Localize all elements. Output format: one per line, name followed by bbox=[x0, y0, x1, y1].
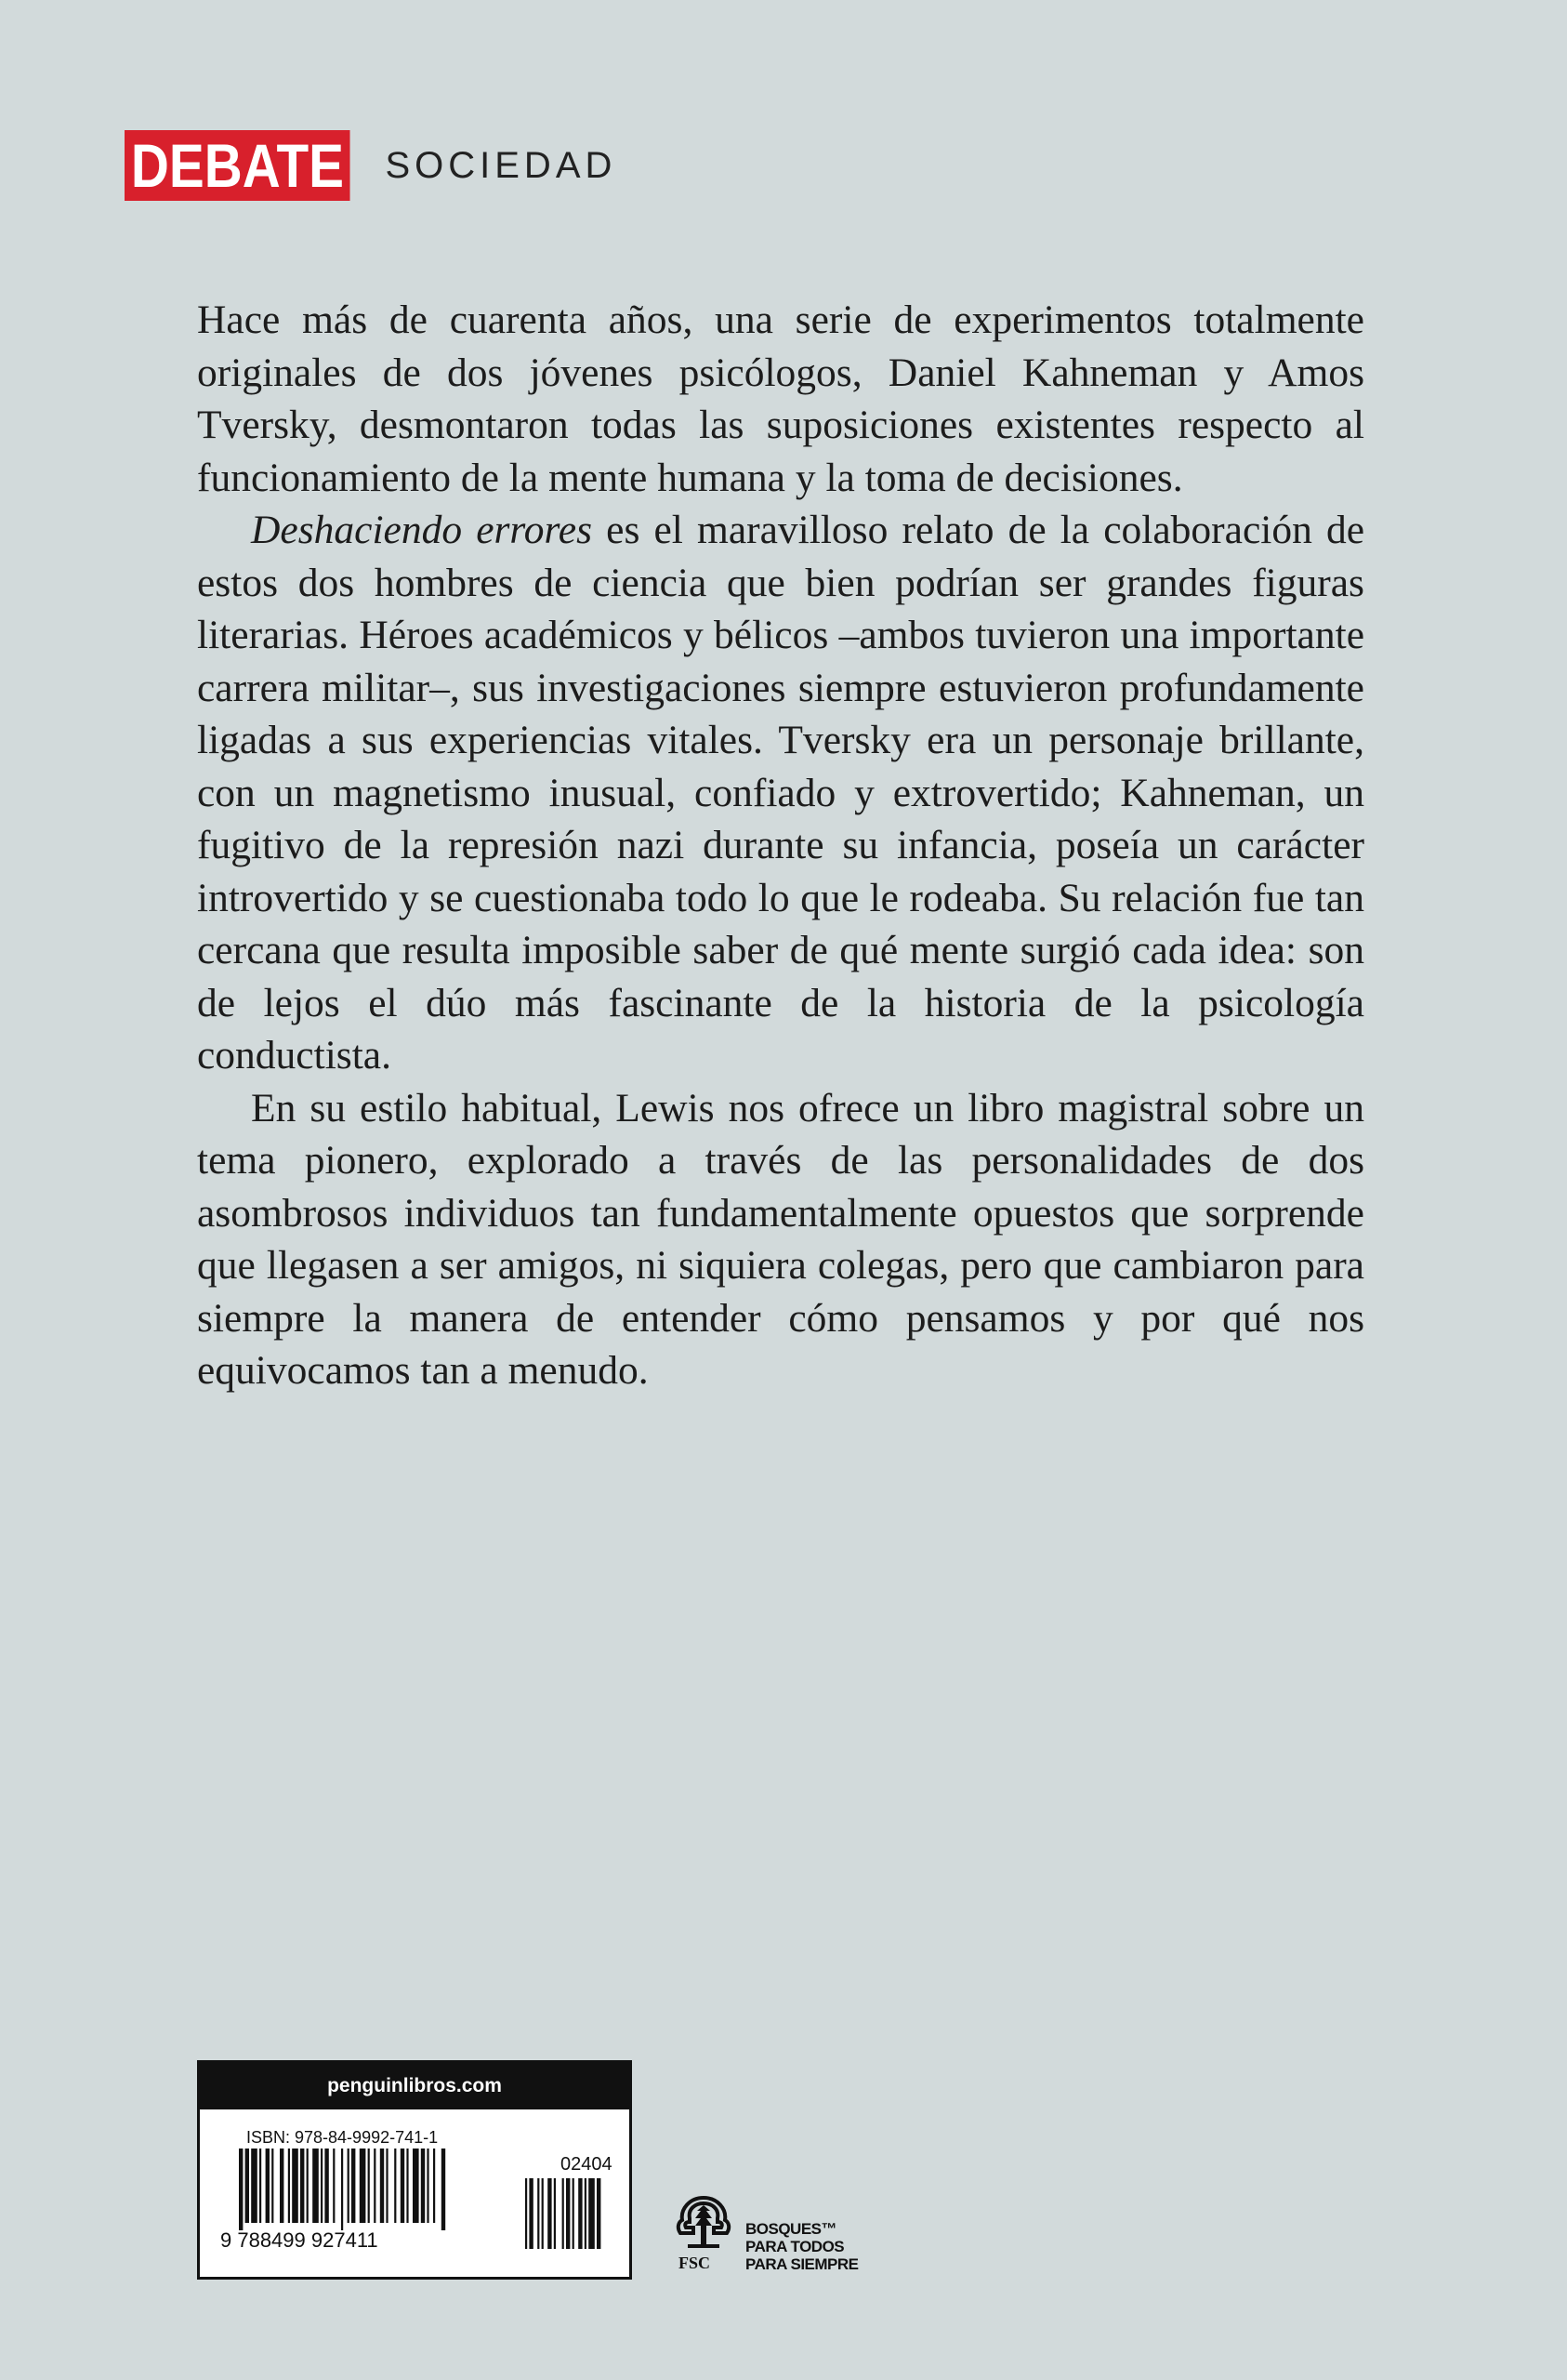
barcode-bar bbox=[239, 2149, 243, 2230]
back-cover-blurb bbox=[197, 294, 1364, 1397]
blurb-paragraph-2 bbox=[197, 504, 1364, 1082]
barcode-addon-bar bbox=[562, 2178, 564, 2249]
barcode-bar bbox=[441, 2149, 445, 2230]
barcode-bar bbox=[380, 2149, 384, 2223]
barcode-icon bbox=[218, 2149, 627, 2251]
barcode-bar bbox=[312, 2149, 319, 2223]
barcode-addon-bar bbox=[566, 2178, 570, 2249]
blurb-paragraph-3: En su estilo habitual, Lewis nos ofrece un libro magistral sobre un tema pionero, explorado a través de las personalidades de dos asombrosos individuos tan fundamentalmente opuestos que sorprende que llegasen a ser amigos, ni siquiera colegas, pero que cambiaron para siempre la manera de entender cómo pensamos y por qué nos equivocamos tan a menudo. bbox=[197, 1085, 1364, 1393]
barcode-bar bbox=[280, 2149, 283, 2223]
barcode-bar bbox=[259, 2149, 261, 2223]
book-title: Deshaciendo errores bbox=[251, 508, 593, 552]
barcode-bar bbox=[266, 2149, 270, 2223]
fsc-slogan-line-3: PARA SIEMPRE bbox=[745, 2255, 859, 2273]
publisher-logo: DEBATE bbox=[125, 130, 350, 201]
barcode-addon-bar bbox=[537, 2178, 539, 2249]
barcode-addon-bar bbox=[525, 2178, 527, 2249]
barcode-addon-bar bbox=[529, 2178, 533, 2249]
barcode-bar bbox=[271, 2149, 273, 2223]
barcode-bar bbox=[394, 2149, 396, 2223]
fsc-label: FSC bbox=[678, 2254, 711, 2272]
barcode-addon-number: 02404 bbox=[560, 2154, 612, 2175]
fsc-slogan bbox=[745, 2220, 859, 2273]
barcode-panel bbox=[197, 2060, 632, 2280]
barcode-bar bbox=[386, 2149, 388, 2223]
barcode-bar bbox=[321, 2149, 323, 2223]
isbn-label: ISBN: 978-84-9992-741-1 bbox=[246, 2128, 439, 2147]
barcode-addon-bar bbox=[578, 2178, 582, 2249]
barcode-bar bbox=[368, 2149, 370, 2223]
barcode-bar bbox=[292, 2149, 298, 2223]
barcode-digits: 9 788499 927411 bbox=[220, 2228, 378, 2251]
barcode-bar bbox=[433, 2149, 435, 2223]
barcode-bar bbox=[324, 2149, 328, 2223]
barcode-addon-bar bbox=[554, 2178, 556, 2249]
barcode-addon-bar bbox=[547, 2178, 551, 2249]
barcode-bar bbox=[307, 2149, 309, 2223]
barcode-bar bbox=[341, 2149, 343, 2230]
barcode-bar bbox=[374, 2149, 375, 2223]
barcode-bar bbox=[413, 2149, 419, 2223]
barcode-bar bbox=[300, 2149, 304, 2223]
website-url: penguinlibros.com bbox=[200, 2063, 629, 2109]
blurb-paragraph-1: Hace más de cuarenta años, una serie de experimentos totalmente originales de dos jóvenes psicólogos, Daniel Kahneman y Amos Tversky, desmontaron todas las suposiciones existentes respecto al funcionamiento de la mente humana y la toma de decisiones. bbox=[197, 298, 1364, 500]
barcode-bar bbox=[351, 2149, 355, 2223]
barcode-addon-bar bbox=[588, 2178, 595, 2249]
collection-name: SOCIEDAD bbox=[385, 144, 617, 186]
barcode-bar bbox=[401, 2149, 404, 2223]
barcode-bar bbox=[348, 2149, 349, 2223]
blurb-paragraph-2-text: es el maravilloso relato de la colaboración de estos dos hombres de ciencia que bien podrían ser grandes figuras literarias. Héroes académicos y bélicos –ambos tuvieron una importante carrera militar–, sus investigaciones siempre estuvieron profundamente ligadas a sus experiencias vitales. Tversky era un personaje brillante, con un magnetismo inusual, confiado y extrovertido; Kahneman, un fugitivo de la represión nazi durante su infancia, poseía un carácter introvertido y se cuestionaba todo lo que le rodeaba. Su relación fue tan cercana que resulta imposible saber de qué mente surgió cada idea: son de lejos el dúo más fascinante de la historia de la psicología conductista. bbox=[197, 508, 1365, 1078]
barcode-addon-bar bbox=[573, 2178, 574, 2249]
publisher-brand bbox=[125, 130, 616, 201]
barcode-bar bbox=[288, 2149, 290, 2223]
fsc-certification bbox=[671, 2194, 894, 2278]
barcode-addon-bar bbox=[585, 2178, 586, 2249]
barcode-addon-bar bbox=[542, 2178, 544, 2249]
barcode-bar bbox=[421, 2149, 425, 2223]
barcode-addon-bar bbox=[597, 2178, 600, 2249]
fsc-tree-icon bbox=[671, 2194, 736, 2257]
barcode-bar bbox=[360, 2149, 366, 2223]
barcode-bar bbox=[427, 2149, 428, 2223]
barcode-bar bbox=[333, 2149, 335, 2223]
fsc-slogan-line-2: PARA TODOS bbox=[745, 2238, 845, 2255]
fsc-slogan-line-1: BOSQUES™ bbox=[745, 2220, 837, 2238]
barcode-bar bbox=[406, 2149, 408, 2223]
barcode-bar bbox=[245, 2149, 249, 2223]
barcode-bar bbox=[251, 2149, 257, 2223]
